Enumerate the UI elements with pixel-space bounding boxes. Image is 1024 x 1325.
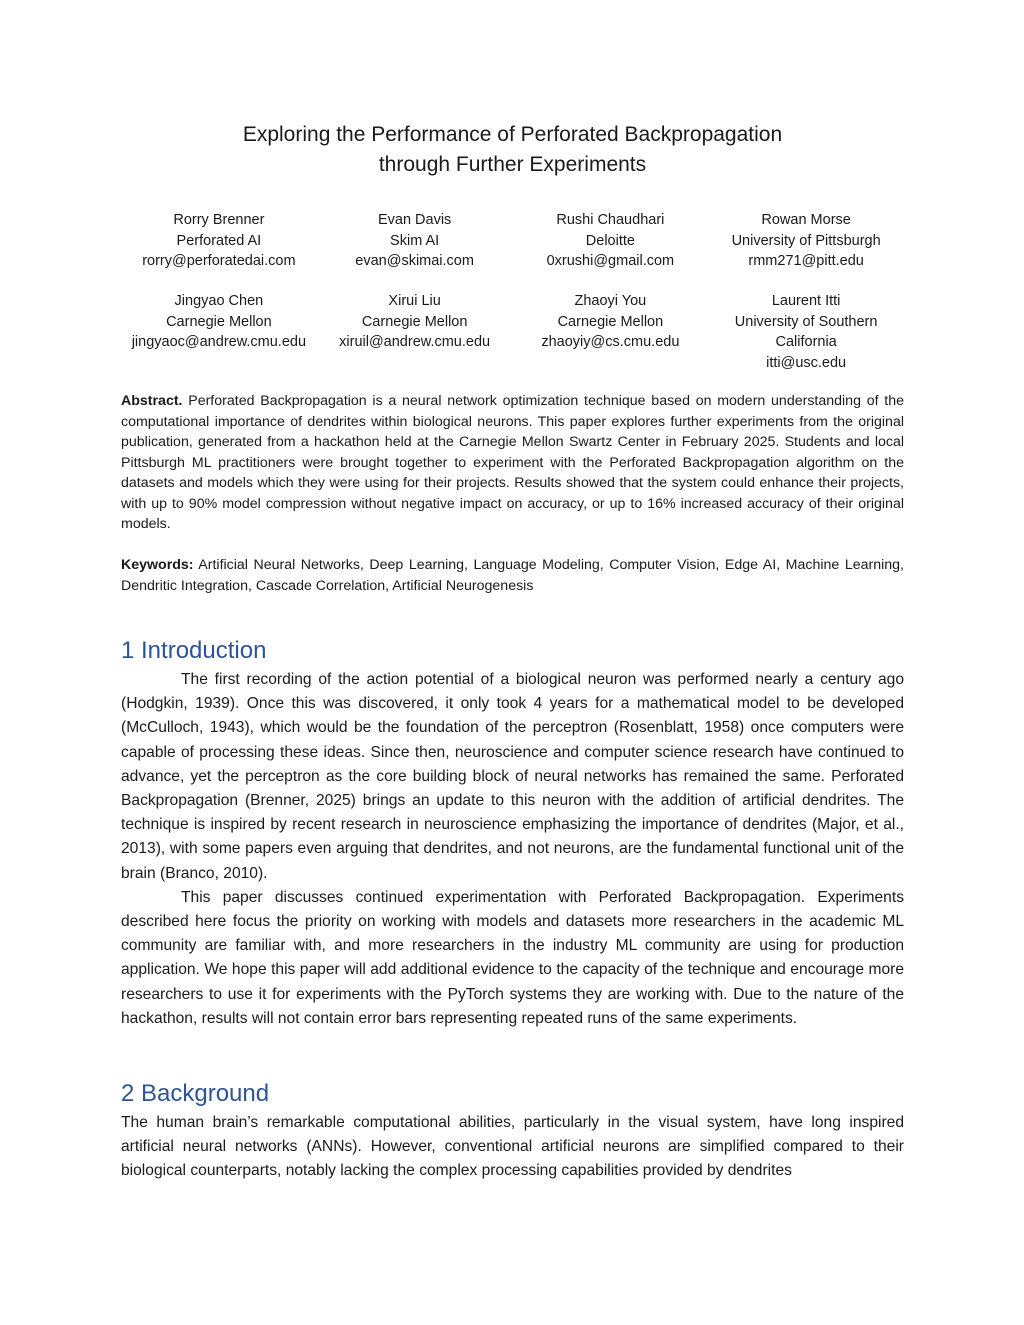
author-email: zhaoyiy@cs.cmu.edu [541,334,680,350]
intro-paragraph-1: The first recording of the action potential of a biological neuron was performed nearly a century ago (Hodgkin, 1939). Once this was discovered, it only took 4 years for a mathematical model to be developed (McCulloch, 1943), which would be the foundation of the perceptron (Rosenblatt, 1958) once computers were capable of processing these ideas. Since then, neuroscience and computer science research have continued to advance, yet the perceptron as the core building block of neural networks has remained the same. Perforated Backpropagation (Brenner, 2025) brings an update to this neuron with the addition of artificial dendrites. The technique is inspired by recent research in neuroscience emphasizing the importance of dendrites (Major, et al., 2013), with some papers even arguing that dendrites, and not neurons, are the fundamental functional unit of the brain (Branco, 2010). [121,671,904,882]
abstract-text: Perforated Backpropagation is a neural network optimization technique based on modern understanding of the computational importance of dendrites within biological neurons. This paper explores further experiments from the original publication, generated from a hackathon held at the Carnegie Mellon Swartz Center in February 2025. Students and local Pittsburgh ML practitioners were brought together to experiment with the Perforated Backpropagation algorithm on the datasets and models which they were using for their projects. Results showed that the system could enhance their projects, with up to 90% model compression without negative impact on accuracy, or up to 16% increased accuracy of their original models. [121,393,904,532]
section-heading-background: 2 Background [121,1080,270,1107]
author-block [317,210,513,272]
author-block [317,291,513,373]
author-email: xiruil@andrew.cmu.edu [339,334,491,350]
author-name: Jingyao Chen [174,293,264,309]
author-affiliation: Carnegie Mellon [166,313,272,330]
author-block [708,210,904,272]
author-row-1 [121,210,904,272]
author-email: evan@skimai.com [355,253,474,269]
author-affiliation: Perforated AI [176,232,262,249]
author-block [513,210,709,272]
author-name: Evan Davis [377,212,452,228]
author-affiliation: Skim AI [390,232,440,249]
title-line-1: Exploring the Performance of Perforated Backpropagation [242,123,783,146]
author-name: Rowan Morse [761,212,851,228]
author-name: Xirui Liu [388,293,441,309]
section-heading-introduction: 1 Introduction [121,637,267,664]
keywords-label: Keywords: [121,557,194,573]
background-body [121,1111,904,1184]
intro-paragraph-2: This paper discusses continued experimentation with Perforated Backpropagation. Experiments described here focus the priority on working with models and datasets more researchers in the academic ML community are familiar with, and more researchers in the industry ML community are using for production application. We hope this paper will add additional evidence to the capacity of the technique and encourage more researchers to use it for experiments with the PyTorch systems they are working with. Due to the nature of the hackathon, results will not contain error bars representing repeated runs of the same experiments. [121,888,904,1027]
introduction-body [121,668,904,1031]
author-affiliation: Carnegie Mellon [361,313,468,330]
abstract-label: Abstract. [121,393,183,409]
author-block [513,291,709,373]
author-name: Laurent Itti [771,293,841,309]
keywords-text: Artificial Neural Networks, Deep Learning, Language Modeling, Computer Vision, Edge AI, Machine Learning, Dendritic Integration, Cascade Correlation, Artificial Neurogenesis [121,557,904,594]
author-affiliation-line-2: California [775,334,837,350]
keywords [121,555,904,596]
title-line-2: through Further Experiments [378,153,647,176]
author-name: Rorry Brenner [173,212,265,228]
author-email: itti@usc.edu [766,354,847,371]
author-email: 0xrushi@gmail.com [546,253,675,269]
paper-title [121,120,904,180]
author-affiliation: Deloitte [585,232,635,249]
background-paragraph-1: The human brain’s remarkable computational abilities, particularly in the visual system, have long inspired artificial neural networks (ANNs). However, conventional artificial neurons are simplified compared to their biological counterparts, notably lacking the complex processing capabilities provided by dendrites [121,1114,904,1180]
author-row-2 [121,291,904,373]
author-name: Zhaoyi You [574,293,647,309]
author-email: rmm271@pitt.edu [748,253,864,269]
author-affiliation: Carnegie Mellon [557,313,664,330]
author-affiliation: University of Pittsburgh [731,232,881,249]
author-block [708,291,904,373]
author-name: Rushi Chaudhari [556,212,665,228]
author-block [121,210,317,272]
author-email: rorry@perforatedai.com [142,253,296,269]
author-email: jingyaoc@andrew.cmu.edu [131,334,307,350]
abstract [121,391,904,535]
author-block [121,291,317,373]
author-affiliation: University of Southern [734,313,878,330]
